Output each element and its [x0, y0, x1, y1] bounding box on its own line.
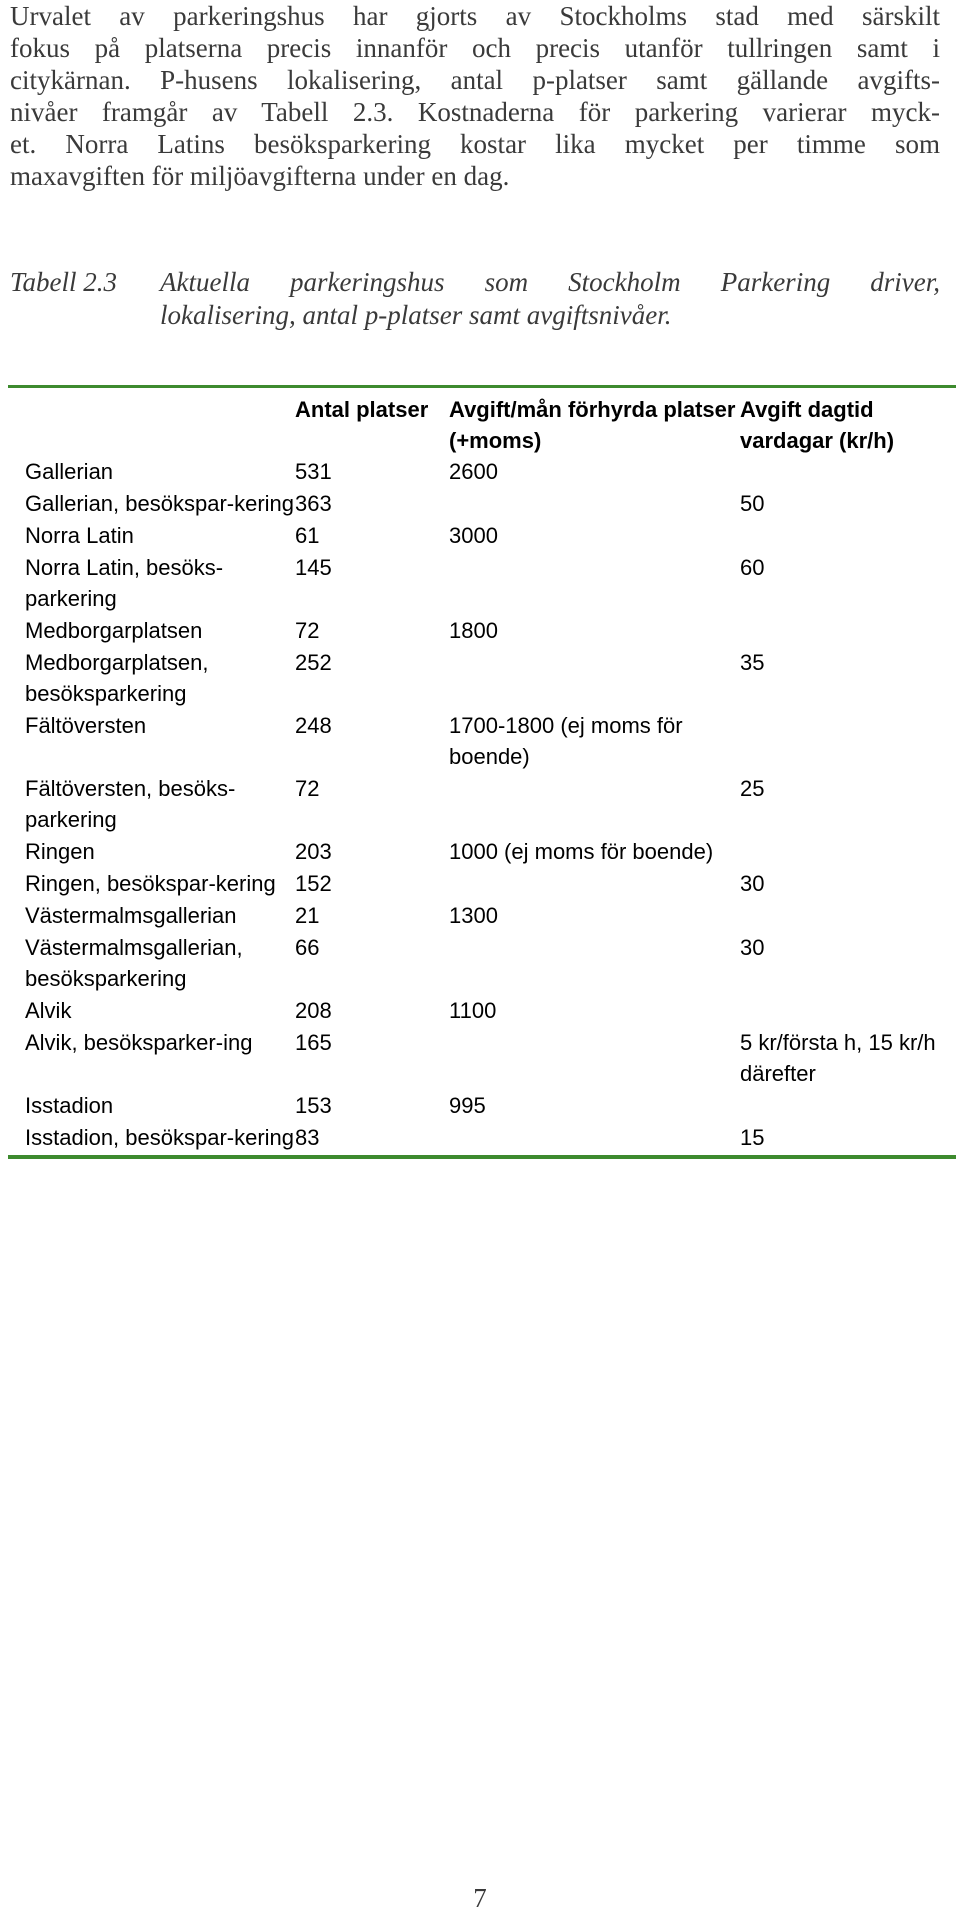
- cell-location: Västermalmsgallerian, besöksparkering: [25, 935, 243, 991]
- cell-location: Fältöversten, besöks-parkering: [25, 776, 236, 832]
- cell-avgift-dagtid: 35: [740, 650, 765, 675]
- cell-avgift-dagtid: 30: [740, 935, 765, 960]
- cell-antal-platser: 208: [295, 998, 332, 1023]
- cell-avgift-dagtid: 50: [740, 491, 765, 516]
- cell-antal-platser: 363: [295, 491, 332, 516]
- cell-avgift-dagtid: 60: [740, 555, 765, 580]
- intro-paragraph: [10, 0, 940, 192]
- table-row: [8, 520, 956, 552]
- paragraph-line: maxavgiften för miljöavgifterna under en dag.: [10, 161, 510, 191]
- table-row: [8, 932, 956, 995]
- cell-location: Norra Latin, besöks-parkering: [25, 555, 224, 611]
- paragraph-line: citykärnan. P-husens lokalisering, antal p-platser samt gällande avgifts-: [10, 65, 940, 95]
- header-cell-antal: Antal platser: [295, 397, 429, 422]
- cell-avgift-man: 1800: [449, 618, 498, 643]
- cell-avgift-dagtid: [740, 710, 956, 773]
- cell-avgift-man: [449, 773, 740, 836]
- table-row: [8, 488, 956, 520]
- table-header-row: [8, 388, 956, 456]
- cell-avgift-dagtid: 5 kr/första h, 15 kr/h därefter: [740, 1030, 936, 1086]
- cell-antal-platser: 21: [295, 903, 320, 928]
- cell-antal-platser: 252: [295, 650, 332, 675]
- cell-location: Gallerian, besökspar-kering: [25, 491, 295, 516]
- cell-antal-platser: 72: [295, 776, 320, 801]
- caption-label: Tabell 2.3: [10, 267, 118, 297]
- table-row: [8, 615, 956, 647]
- cell-avgift-dagtid: [740, 836, 956, 868]
- cell-antal-platser: 145: [295, 555, 332, 580]
- cell-avgift-dagtid: [740, 456, 956, 488]
- cell-location: Ringen: [25, 839, 95, 864]
- table-row: [8, 773, 956, 836]
- cell-avgift-man: [449, 868, 740, 900]
- parking-data-table: [8, 388, 956, 1154]
- caption-text: [160, 266, 940, 332]
- cell-avgift-dagtid: 15: [740, 1125, 765, 1150]
- table-bottom-rule: [8, 1155, 956, 1159]
- cell-avgift-dagtid: [740, 615, 956, 647]
- cell-avgift-man: 995: [449, 1093, 486, 1118]
- table-row: [8, 900, 956, 932]
- cell-location: Alvik, besöksparker-ing: [25, 1030, 253, 1055]
- cell-location: Medborgarplatsen: [25, 618, 203, 643]
- paragraph-line: nivåer framgår av Tabell 2.3. Kostnaderna för parkering varierar myck-: [10, 97, 940, 127]
- cell-location: Västermalmsgallerian: [25, 903, 237, 928]
- page-number: 7: [473, 1883, 487, 1913]
- cell-avgift-man: 1100: [449, 998, 497, 1023]
- table-row: [8, 647, 956, 710]
- cell-avgift-man: 3000: [449, 523, 498, 548]
- cell-antal-platser: 248: [295, 713, 332, 738]
- cell-location: Medborgarplatsen, besöksparkering: [25, 650, 209, 706]
- table-row: [8, 710, 956, 773]
- cell-avgift-man: [449, 932, 740, 995]
- cell-location: Gallerian: [25, 459, 114, 484]
- cell-avgift-dagtid: [740, 1090, 956, 1122]
- cell-avgift-man: [449, 488, 740, 520]
- cell-antal-platser: 165: [295, 1030, 332, 1055]
- cell-location: Norra Latin: [25, 523, 134, 548]
- table-body: [8, 456, 956, 1154]
- cell-location: Isstadion, besökspar-kering: [25, 1125, 295, 1150]
- table-row: [8, 552, 956, 615]
- cell-avgift-man: [449, 552, 740, 615]
- cell-avgift-dagtid: [740, 520, 956, 552]
- paragraph-line: et. Norra Latins besöksparkering kostar lika mycket per timme som: [10, 129, 940, 159]
- cell-location: Fältöversten: [25, 713, 147, 738]
- cell-avgift-dagtid: 25: [740, 776, 765, 801]
- table-row: [8, 456, 956, 488]
- header-cell-avgift-dagtid: Avgift dagtid vardagar (kr/h): [740, 397, 895, 453]
- parking-table: [8, 385, 956, 1159]
- cell-antal-platser: 153: [295, 1093, 332, 1118]
- paragraph-line: Urvalet av parkeringshus har gjorts av Stockholms stad med särskilt: [10, 1, 940, 31]
- cell-antal-platser: 72: [295, 618, 320, 643]
- cell-antal-platser: 66: [295, 935, 320, 960]
- cell-location: Ringen, besökspar-kering: [25, 871, 276, 896]
- cell-avgift-man: [449, 1027, 740, 1090]
- table-row: [8, 1027, 956, 1090]
- table-row: [8, 836, 956, 868]
- cell-avgift-man: 2600: [449, 459, 498, 484]
- caption-line: Aktuella parkeringshus som Stockholm Parkering driver,: [160, 267, 940, 297]
- table-caption: [10, 266, 940, 332]
- table-row: [8, 1090, 956, 1122]
- cell-avgift-man: 1700-1800 (ej moms för boende): [449, 713, 683, 769]
- caption-line: lokalisering, antal p-platser samt avgiftsnivåer.: [160, 300, 672, 330]
- cell-avgift-man: [449, 1122, 740, 1154]
- cell-avgift-man: [449, 647, 740, 710]
- cell-avgift-dagtid: [740, 995, 956, 1027]
- cell-antal-platser: 203: [295, 839, 332, 864]
- cell-antal-platser: 83: [295, 1125, 320, 1150]
- cell-avgift-dagtid: [740, 900, 956, 932]
- paragraph-line: fokus på platserna precis innanför och precis utanför tullringen samt i: [10, 33, 940, 63]
- header-cell-name: [8, 388, 295, 456]
- header-cell-avgift-man: Avgift/mån förhyrda platser (+moms): [449, 397, 736, 453]
- table-row: [8, 1122, 956, 1154]
- cell-avgift-man: 1000 (ej moms för boende): [449, 839, 714, 864]
- table-row: [8, 995, 956, 1027]
- cell-avgift-dagtid: 30: [740, 871, 765, 896]
- table-row: [8, 868, 956, 900]
- cell-antal-platser: 152: [295, 871, 332, 896]
- cell-avgift-man: 1300: [449, 903, 498, 928]
- cell-location: Isstadion: [25, 1093, 114, 1118]
- cell-antal-platser: 531: [295, 459, 332, 484]
- cell-antal-platser: 61: [295, 523, 320, 548]
- cell-location: Alvik: [25, 998, 72, 1023]
